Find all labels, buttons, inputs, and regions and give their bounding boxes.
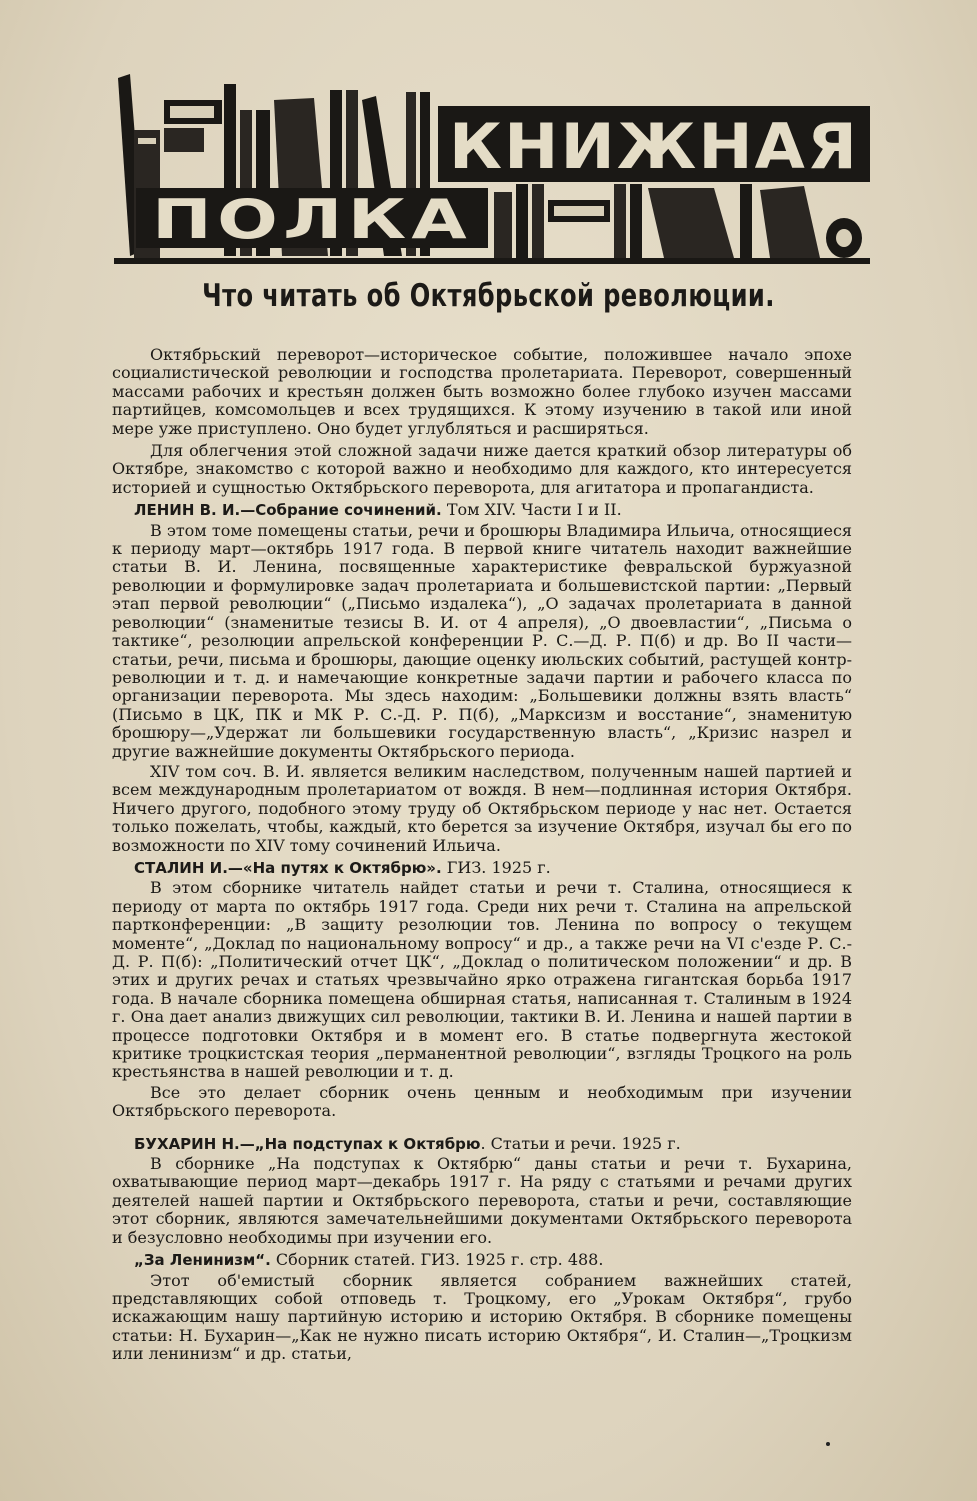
page-title: Что читать об Октябрьской революции. bbox=[202, 278, 775, 314]
entry-paragraph: В этом сборнике читатель найдет статьи и речи т. Сталина, относящиеся к периоду от марта по октябрь 1917 года. Среди них речи т. Сталина на апрельской партконференции: „В защиту резолюции тов. Ленина по вопросу о текущем моменте“, „Доклад по национальному вопросу“ и др., а также речи на VI с'езде Р. С.-Д. Р. П(б): „Политический отчет ЦК“, „Доклад о политическом положении“ и др. В этих и других речах и статьях чрезвычайно ярко отражена гигантская борьба 1917 года. В начале сборника помещена обширная статья, написанная т. Сталиным в 1924 г. Она дает анализ движущих сил революции, тактики В. И. Ленина и нашей партии в процессе подготовки Октября и в момент его. В статье подвергнута жестокой критике троцкистская теория „перманентной революции“, взгляды Троцкого на роль крестьянства в нашей революции и т. д. bbox=[112, 878, 852, 1082]
masthead-banner bbox=[114, 70, 870, 275]
intro-paragraph: Для облегчения этой сложной задачи ниже дается краткий обзор литературы об Октябре, знакомство с которой важно и необходимо для каждого, кто интересуется историей и сущностью Октябрьского переворота, для агитатора и пропагандиста. bbox=[112, 441, 852, 497]
entry-paragraph: В сборнике „На подступах к Октябрю“ даны статьи и речи т. Бухарина, охватывающие период март—декабрь 1917 г. На ряду с статьями и речами других деятелей нашей партии и Октябрьского переворота, статьи и речи, составляющие этот сборник, являются замечательнейшими документами Октябрьского переворота и безусловно необходимы при изучении его. bbox=[112, 1154, 852, 1247]
entry-author: „За Ленинизм“. bbox=[134, 1251, 271, 1270]
page-mark bbox=[826, 1442, 830, 1446]
entry-paragraph: XIV том соч. В. И. является великим наследством, полученным нашей партией и всем международным пролетариатом от вождя. В нем—подлинная история Октября. Ничего другого, подобного этому труду об Октябрьском периоде у нас нет. Остается только пожелать, чтобы, каждый, кто берется за изучение Октября, изучал бы его по возможности по XIV тому сочинений Ильича. bbox=[112, 761, 852, 855]
entry-paragraph: Все это делает сборник очень ценным и необходимым при изучении Октябрьского переворота. bbox=[112, 1082, 852, 1121]
entry-details: Том XIV. Части I и II. bbox=[441, 500, 622, 520]
entry-author: ЛЕНИН В. И.—Собрание сочинений. bbox=[134, 501, 442, 520]
entry-heading-bukharin bbox=[112, 1135, 852, 1153]
article-body bbox=[112, 346, 852, 1364]
entry-details: ГИЗ. 1925 г. bbox=[441, 857, 551, 877]
entry-paragraph: В этом томе помещены статьи, речи и брошюры Владимира Ильича, относящиеся к периоду март—октябрь 1917 года. В первой книге читатель находит важнейшие статьи В. И. Ленина, посвященные характеристике февральской буржуазной революции и формулировке задач пролетариата и большевистской партии: „Первый этап первой революции“ („Письмо издалека“), „О задачах пролетариата в данной революции“ (знаменитые тезисы В. И. от 4 апреля), „О двоевластии“, „Письма о тактике“, резолюции апрельской конференции Р. С.—Д. Р. П(б) и др. Во II части—статьи, речи, письма и брошюры, дающие оценку июльских событий, растущей контр-революции и т. д. и намечающие конкретные задачи партии и рабочего класса по организации переворота. Мы здесь находим: „Большевики должны взять власть“ (Письмо в ЦК, ПК и МК Р. С.-Д. Р. П(б), „Марксизм и восстание“, знаменитую брошюру—„Удержат ли большевики государственную власть“, „Кризис назрел и другие важнейшие документы Октябрьского периода. bbox=[112, 520, 852, 761]
entry-heading-stalin bbox=[112, 859, 852, 877]
books-right-icon bbox=[494, 184, 862, 258]
masthead-line1: КНИЖНАЯ bbox=[449, 110, 859, 183]
entry-paragraph: Этот об'емистый сборник является собранием важнейших статей, представляющих собой отповедь т. Троцкому, его „Урокам Октября“, грубо искажающим нашу партийную историю и историю Октября. В сборнике помещены статьи: Н. Бухарин—„Как не нужно писать историю Октября“, И. Сталин—„Троцкизм или ленинизм“ и др. статьи, bbox=[112, 1270, 852, 1364]
entry-author: СТАЛИН И.—«На путях к Октябрю». bbox=[134, 858, 442, 877]
masthead-line2: ПОЛКА bbox=[152, 188, 472, 251]
entry-heading-za-leninizm bbox=[112, 1251, 852, 1269]
intro-paragraph: Октябрьский переворот—историческое событие, положившее начало эпохе социалистической революции и господства пролетариата. Переворот, совершенный массами рабочих и крестьян должен быть возможно более глубоко изучен массами партийцев, комсомольцев и всех трудящихся. К этому изучению в такой или иной мере уже приступлено. Оно будет углубляться и расширяться. bbox=[112, 345, 852, 438]
entry-author: БУХАРИН Н.—„На подступах к Октябрю bbox=[134, 1134, 481, 1153]
entry-details: Сборник статей. ГИЗ. 1925 г. стр. 488. bbox=[270, 1250, 604, 1270]
entry-details: . Статьи и речи. 1925 г. bbox=[480, 1133, 681, 1153]
entry-heading-lenin bbox=[112, 501, 852, 519]
